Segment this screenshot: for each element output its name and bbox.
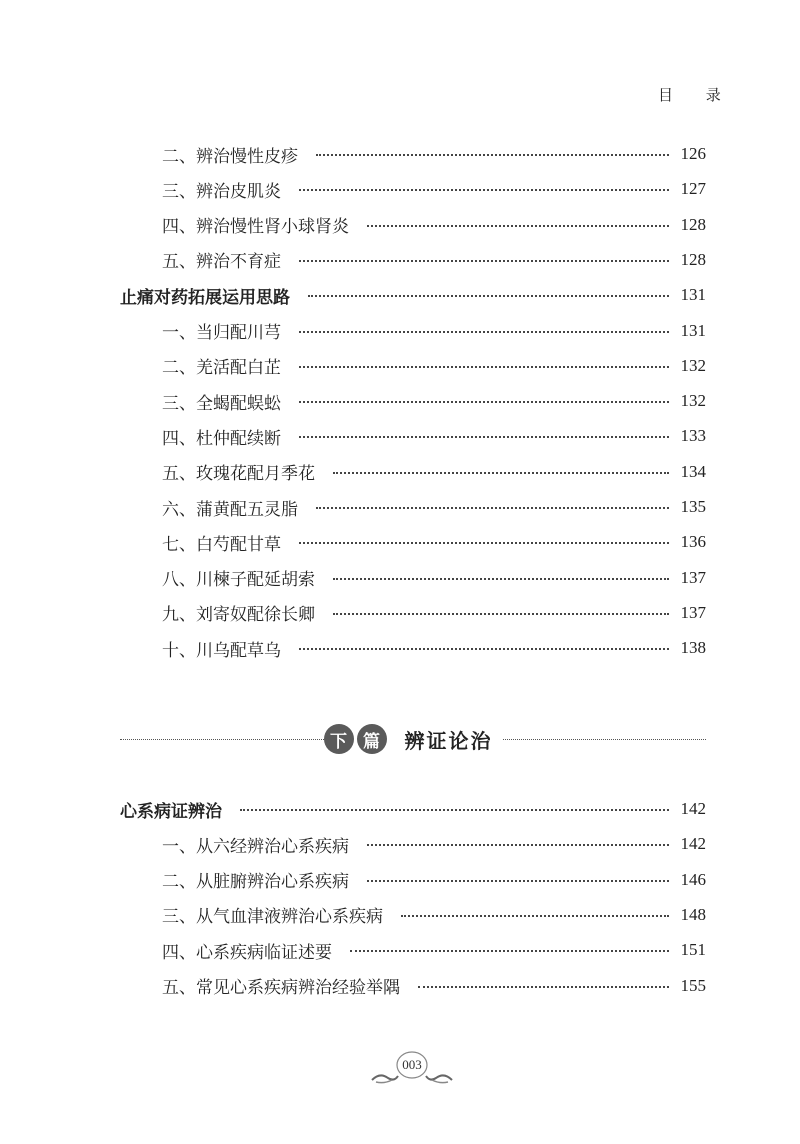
toc-entry-title: 止痛对药拓展运用思路 [120, 287, 290, 308]
toc-leader-dots [299, 260, 669, 262]
toc-page-number: 148 [680, 904, 706, 924]
toc-entry-title: 七、白芍配甘草 [162, 534, 281, 555]
toc-page-number: 151 [680, 940, 706, 960]
toc-entry[interactable] [120, 423, 706, 449]
toc-leader-dots [299, 436, 669, 438]
toc-entry-title: 三、从气血津液辨治心系疾病 [162, 907, 383, 928]
toc-entry[interactable] [120, 831, 706, 857]
toc-page-number: 133 [680, 426, 706, 446]
running-header: 目 录 [658, 86, 735, 104]
toc-page-number: 126 [680, 144, 706, 163]
toc-leader-dots [299, 648, 669, 650]
toc-leader-dots [401, 915, 669, 917]
toc-entry-title: 三、辨治皮肌炎 [162, 181, 281, 202]
toc-leader-dots [299, 331, 669, 333]
toc-page-number: 146 [680, 869, 706, 889]
toc-leader-dots [367, 225, 669, 227]
toc-page-number: 155 [680, 975, 706, 995]
toc-leader-dots [333, 578, 669, 580]
toc-page-number: 131 [680, 285, 706, 305]
page-footer [370, 1048, 454, 1088]
toc-entry[interactable] [120, 867, 706, 893]
toc-entry[interactable] [120, 141, 706, 167]
toc-page-number: 134 [680, 461, 706, 481]
part-badge-1: 下 [324, 724, 354, 754]
toc-entry[interactable] [120, 494, 706, 520]
part-heading [120, 720, 706, 758]
toc-page-number: 142 [680, 834, 706, 854]
toc-page-number: 127 [680, 179, 706, 199]
toc-leader-dots [240, 809, 669, 811]
toc-leader-dots [308, 295, 669, 297]
toc-page-number: 132 [680, 355, 706, 375]
toc-entry-title: 三、全蝎配蜈蚣 [162, 393, 281, 414]
toc-entry[interactable] [120, 796, 706, 822]
toc-entry[interactable] [120, 176, 706, 202]
toc-page-number: 131 [680, 320, 706, 340]
toc-entry[interactable] [120, 902, 706, 928]
toc-page-number: 128 [680, 249, 706, 269]
toc-entry-title: 六、蒲黄配五灵脂 [162, 499, 298, 520]
toc-leader-dots [316, 154, 669, 156]
toc-leader-dots [367, 844, 669, 846]
toc-leader-dots [299, 366, 669, 368]
toc-page-number: 137 [680, 602, 706, 622]
toc-page-number: 132 [680, 391, 706, 411]
toc-entry-title: 二、辨治慢性皮疹 [162, 146, 298, 167]
toc-entry[interactable] [120, 388, 706, 414]
toc-entry-title: 五、辨治不育症 [162, 252, 281, 273]
toc-entry-title: 四、杜仲配续断 [162, 428, 281, 449]
toc-entry[interactable] [120, 318, 706, 344]
toc-entry-title: 一、当归配川芎 [162, 323, 281, 343]
toc-page-number: 135 [680, 497, 706, 516]
toc-entry-title: 八、川楝子配延胡索 [162, 570, 315, 591]
toc-entry[interactable] [120, 565, 706, 591]
toc-entry-title: 五、常见心系疾病辨治经验举隅 [162, 978, 400, 998]
toc-entry-title: 十、川乌配草乌 [162, 640, 281, 661]
toc-entry-title: 四、辨治慢性肾小球肾炎 [162, 217, 349, 238]
part-badge-2: 篇 [357, 724, 387, 754]
toc-page-number: 142 [680, 799, 706, 818]
toc-entry[interactable] [120, 212, 706, 238]
part-rule-right [503, 739, 707, 740]
toc-leader-dots [350, 950, 669, 952]
toc-leader-dots [333, 472, 669, 474]
toc-entry-title: 九、刘寄奴配徐长卿 [162, 605, 315, 626]
toc-entry-title: 心系病证辨治 [120, 801, 222, 822]
toc-leader-dots [299, 542, 669, 544]
toc-entry[interactable] [120, 937, 706, 963]
toc-leader-dots [333, 613, 669, 615]
toc-leader-dots [299, 189, 669, 191]
page-number: 003 [402, 1057, 422, 1072]
toc-leader-dots [299, 401, 669, 403]
toc-page-number: 128 [680, 214, 706, 234]
toc-entry[interactable] [120, 635, 706, 661]
toc-page-number: 136 [680, 532, 706, 552]
toc-entry[interactable] [120, 529, 706, 555]
toc-leader-dots [418, 986, 669, 988]
toc-entry-title: 一、从六经辨治心系疾病 [162, 836, 349, 857]
toc-page-number: 138 [680, 638, 706, 658]
part-title: 辨证论治 [404, 728, 493, 753]
toc-leader-dots [316, 507, 669, 509]
toc-entry[interactable] [120, 600, 706, 626]
part-rule-left [120, 739, 324, 740]
toc-entry-title: 二、羌活配白芷 [162, 358, 281, 379]
toc-entry-title: 二、从脏腑辨治心系疾病 [162, 872, 349, 893]
toc-entry-title: 五、玫瑰花配月季花 [162, 464, 315, 485]
toc-entry[interactable] [120, 973, 706, 999]
toc-page-number: 137 [680, 567, 706, 587]
toc-leader-dots [367, 880, 669, 882]
toc-entry-title: 四、心系疾病临证述要 [162, 942, 332, 963]
toc-entry[interactable] [120, 459, 706, 485]
toc-entry[interactable] [120, 247, 706, 273]
toc-entry[interactable] [120, 282, 706, 308]
toc-entry[interactable] [120, 353, 706, 379]
